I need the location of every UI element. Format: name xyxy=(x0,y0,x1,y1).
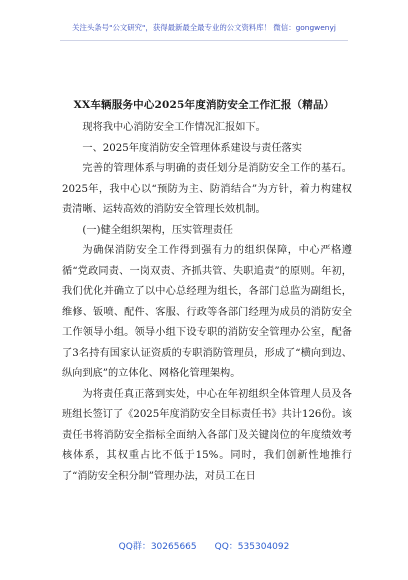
paragraph-1: 完善的管理体系与明确的责任划分是消防安全工作的基石。2025年，我中心以“预防为主、防消结合”为方针，着力构建权责清晰、运转高效的消防安全管理长效机制。 xyxy=(62,163,352,215)
intro-paragraph: 现将我中心消防安全工作情况汇报如下。 xyxy=(82,122,266,133)
paragraph-3: 为将责任真正落到实处，中心在年初组织全体管理人员及各班组长签订了《2025年度消防安全目标责任书》共计126份。该责任书将消防安全指标全面纳入各部门及关键岗位的年度绩效考核体系，其权重占比不低于15%。同时，我们创新性地推行了“消防安全积分制”管理办法，对员工在日 xyxy=(62,388,352,482)
footer-qq-group: QQ群：30265665 xyxy=(118,542,197,552)
footer-contact xyxy=(0,539,408,552)
subsection-heading: (一)健全组织架构，压实管理责任 xyxy=(82,224,233,236)
footer-qq: QQ：535304092 xyxy=(214,542,290,552)
document-title: XX车辆服务中心2025年度消防安全工作汇报（精品） xyxy=(73,99,335,111)
paragraph-2: 为确保消防安全工作得到强有力的组织保障，中心严格遵循“党政同责、一岗双责、齐抓共管、失职追责”的原则。年初，我们优化并确立了以中心总经理为组长，各部门总监为副组长，维修、钣喷、配件、客服、行政等各部门经理为成员的消防安全工作领导小组。领导小组下设专职的消防安全管理办公室，配备了3名持有国家认证资质的专职消防管理员，形成了“横向到边、纵向到底”的立体化、网格化管理架构。 xyxy=(62,245,352,379)
section-heading: 一、2025年度消防安全管理体系建设与责任落实 xyxy=(82,142,302,154)
document-body xyxy=(62,118,352,487)
header-divider xyxy=(60,40,348,41)
header-banner: 关注头条号"公文研究"，获得最新最全最专业的公文资料库！ 微信：gongwenyj xyxy=(72,23,336,32)
